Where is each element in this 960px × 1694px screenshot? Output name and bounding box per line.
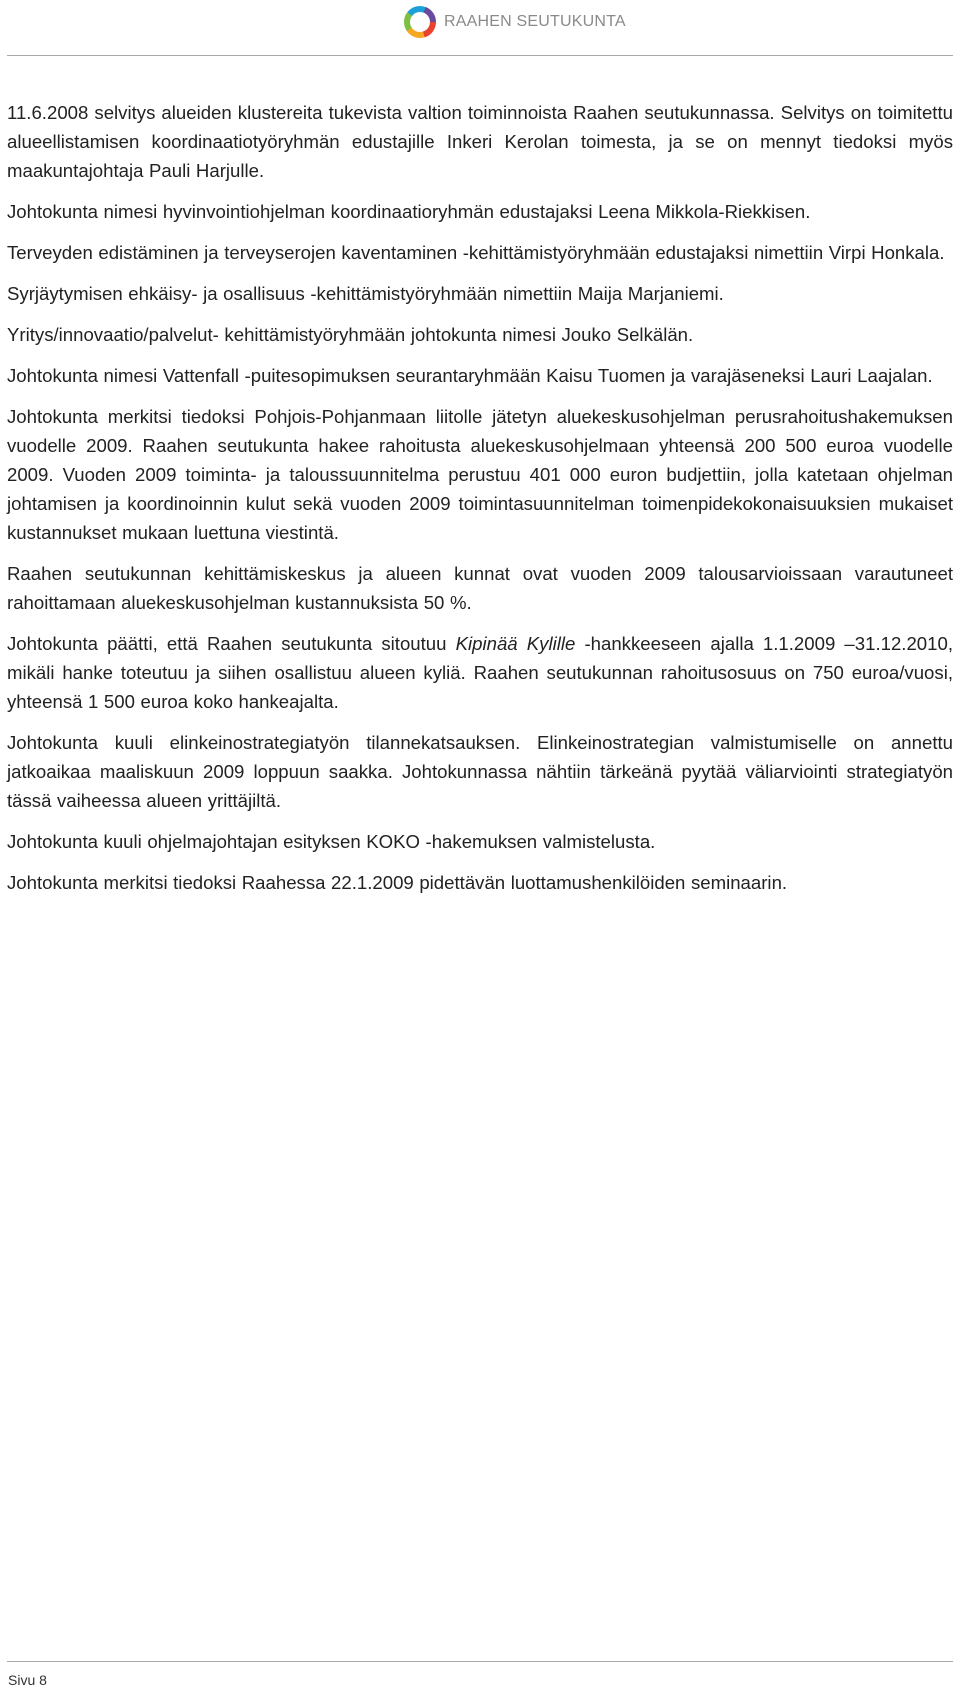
paragraph-7: Johtokunta merkitsi tiedoksi Pohjois-Pohjanmaan liitolle jätetyn aluekeskusohjelman perusrahoitushakemuksen vuodelle 2009. Raahen seutukunta hakee rahoitusta aluekeskusohjelmaan yhteensä 200 500 euroa vuodelle 2009. Vuoden 2009 toiminta- ja taloussuunnitelma perustuu 401 000 euron budjettiin, jolla katetaan ohjelman johtamisen ja koordinoinnin kulut sekä vuoden 2009 toimintasuunnitelman toimenpidekokonaisuuksien mukaiset kustannukset mukaan luettuna viestintä. bbox=[7, 406, 953, 543]
document-body bbox=[7, 98, 953, 909]
paragraph-9-start: Johtokunta päätti, että Raahen seutukunta sitoutuu bbox=[7, 633, 456, 654]
paragraph-5: Yritys/innovaatio/palvelut- kehittämistyöryhmään johtokunta nimesi Jouko Selkälän. bbox=[7, 324, 694, 345]
project-name: Kipinää Kylille bbox=[455, 633, 576, 654]
logo bbox=[402, 4, 626, 40]
paragraph-1: 11.6.2008 selvitys alueiden klustereita tukevista valtion toiminnoista Raahen seutukunnassa. Selvitys on toimitettu alueellistamisen koordinaatiotyöryhmän edustajille Inkeri Kerolan toimesta, ja se on mennyt tiedoksi myös maakuntajohtaja Pauli Harjulle. bbox=[7, 102, 953, 181]
header-divider bbox=[7, 55, 953, 56]
paragraph-12: Johtokunta merkitsi tiedoksi Raahessa 22.1.2009 pidettävän luottamushenkilöiden seminaarin. bbox=[7, 872, 788, 893]
paragraph-11: Johtokunta kuuli ohjelmajohtajan esityksen KOKO -hakemuksen valmistelusta. bbox=[7, 831, 656, 852]
paragraph-3: Terveyden edistäminen ja terveyserojen kaventaminen -kehittämistyöryhmään edustajaksi nimettiin Virpi Honkala. bbox=[7, 242, 945, 263]
paragraph-4: Syrjäytymisen ehkäisy- ja osallisuus -kehittämistyöryhmään nimettiin Maija Marjaniemi. bbox=[7, 283, 724, 304]
paragraph-6: Johtokunta nimesi Vattenfall -puitesopimuksen seurantaryhmään Kaisu Tuomen ja varajäseneksi Lauri Laajalan. bbox=[7, 365, 933, 386]
paragraph-10: Johtokunta kuuli elinkeinostrategiatyön tilannekatsauksen. Elinkeinostrategian valmistumiselle on annettu jatkoaikaa maaliskuun 2009 loppuun saakka. Johtokunnassa nähtiin tärkeänä pyytää väliarviointi strategiatyön tässä vaiheessa alueen yrittäjiltä. bbox=[7, 732, 953, 811]
paragraph-9-end: -hankkeeseen ajalla 1.1.2009 –31.12.2010, mikäli hanke toteutuu ja siihen osallistuu alueen kyliä. Raahen seutukunnan rahoitusosuus on 750 euroa/vuosi, yhteensä 1 500 euroa koko hankeajalta. bbox=[7, 633, 953, 712]
paragraph-9 bbox=[7, 629, 953, 716]
ring-logo-icon bbox=[402, 4, 438, 40]
footer-divider bbox=[7, 1661, 953, 1662]
logo-text: RAAHEN SEUTUKUNTA bbox=[444, 13, 626, 30]
paragraph-2: Johtokunta nimesi hyvinvointiohjelman koordinaatioryhmän edustajaksi Leena Mikkola-Riekkisen. bbox=[7, 201, 811, 222]
paragraph-8: Raahen seutukunnan kehittämiskeskus ja alueen kunnat ovat vuoden 2009 talousarvioissaan varautuneet rahoittamaan aluekeskusohjelman kustannuksista 50 %. bbox=[7, 563, 953, 613]
page-header bbox=[0, 0, 960, 56]
page-number: Sivu 8 bbox=[8, 1672, 47, 1688]
